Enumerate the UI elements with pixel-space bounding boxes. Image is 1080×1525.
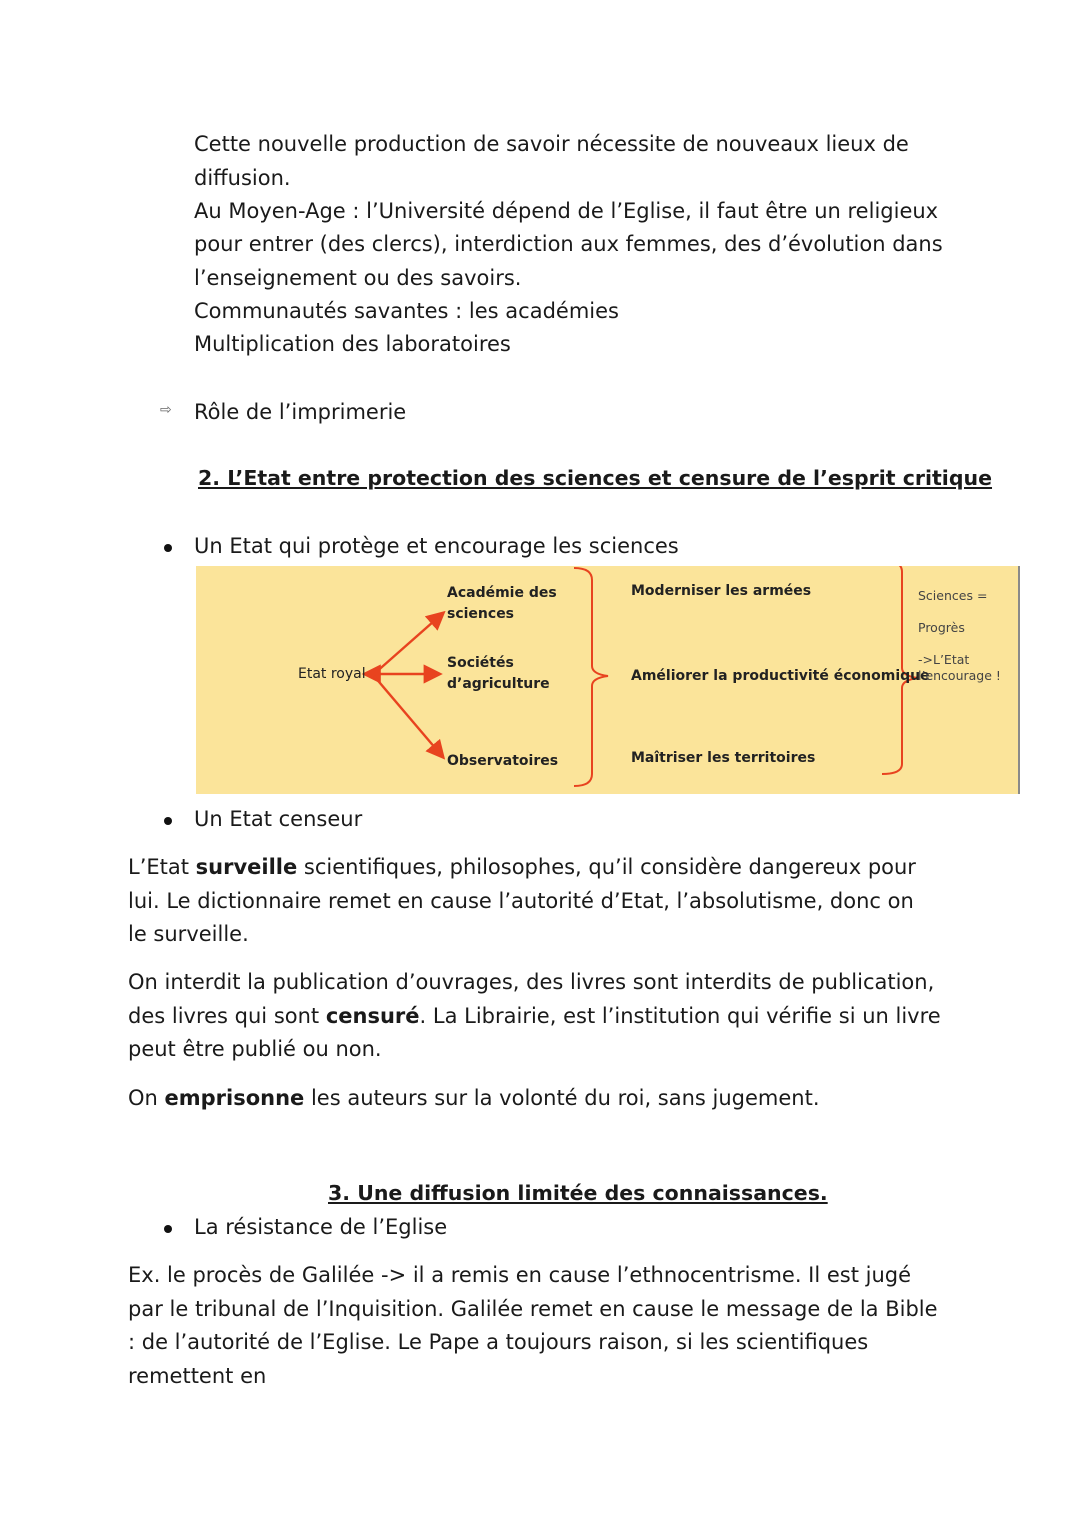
conclusion-line-3: ->L’Etat [918,652,970,667]
state-science-diagram [196,566,1020,794]
intro-line-4: pour entrer (des clercs), interdiction aux femmes, des d’évolution dans [194,232,943,256]
paragraph-galilee: Ex. le procès de Galilée -> il a remis en cause l’ethnocentrisme. Il est jugé par le tribunal de l’Inquisition. Galilée remet en cause le message de la Bible : de l’autorité de l’Eglise. Le Pape a toujours raison, si les scientifiques remettent en [128,1263,938,1388]
intro-line-3: Au Moyen-Age : l’Université dépend de l’Eglise, il faut être un religieux [194,199,939,223]
bullet-3-label: La résistance de l’Eglise [194,1215,448,1239]
goal-productivite: Améliorer la productivité économique [631,668,930,684]
arrow-item-label: Rôle de l’imprimerie [194,400,407,424]
hollow-arrow-icon: ⇨ [160,402,172,418]
institution-observatoires: Observatoires [447,753,559,769]
arrow-to-academie [374,614,442,674]
intro-line-6: Communautés savantes : les académies [194,299,619,323]
section-2-heading: 2. L’Etat entre protection des sciences et censure de l’esprit critique [198,466,993,490]
conclusion-line-1: Sciences = [918,588,988,603]
brace-institutions [574,568,608,786]
intro-line-7: Multiplication des laboratoires [194,332,511,356]
paragraph-censure: On interdit la publication d’ouvrages, des livres sont interdits de publication, des livres qui sont censuré. La Librairie, est l’institution qui vérifie si un livre peut être publié ou non. [128,970,941,1061]
intro-line-1: Cette nouvelle production de savoir nécessite de nouveaux lieux de [194,132,909,156]
diagram-root: Etat royal [298,666,366,682]
conclusion-line-4: l’encourage ! [918,668,1001,683]
bullet-dot [164,817,172,825]
section-3-heading: 3. Une diffusion limitée des connaissances. [328,1181,828,1205]
bullet-2-label: Un Etat censeur [194,807,363,831]
intro-line-2: diffusion. [194,166,291,190]
goal-territoires: Maîtriser les territoires [631,750,816,766]
institution-societes: Sociétés d’agriculture [447,655,550,692]
arrow-to-observatoires [374,676,442,756]
paragraph-emprisonne: On emprisonne les auteurs sur la volonté du roi, sans jugement. [128,1086,820,1110]
intro-line-5: l’enseignement ou des savoirs. [194,266,522,290]
paragraph-surveillance: L’Etat surveille scientifiques, philosophes, qu’il considère dangereux pour lui. Le dictionnaire remet en cause l’autorité d’Etat, l’absolutisme, donc on le surveille. [128,855,916,946]
bullet-dot [164,1225,172,1233]
institution-academie: Académie des sciences [447,585,557,622]
goal-armees: Moderniser les armées [631,583,812,599]
bullet-1-label: Un Etat qui protège et encourage les sciences [194,534,679,558]
conclusion-line-2: Progrès [918,620,965,635]
bullet-dot [164,544,172,552]
